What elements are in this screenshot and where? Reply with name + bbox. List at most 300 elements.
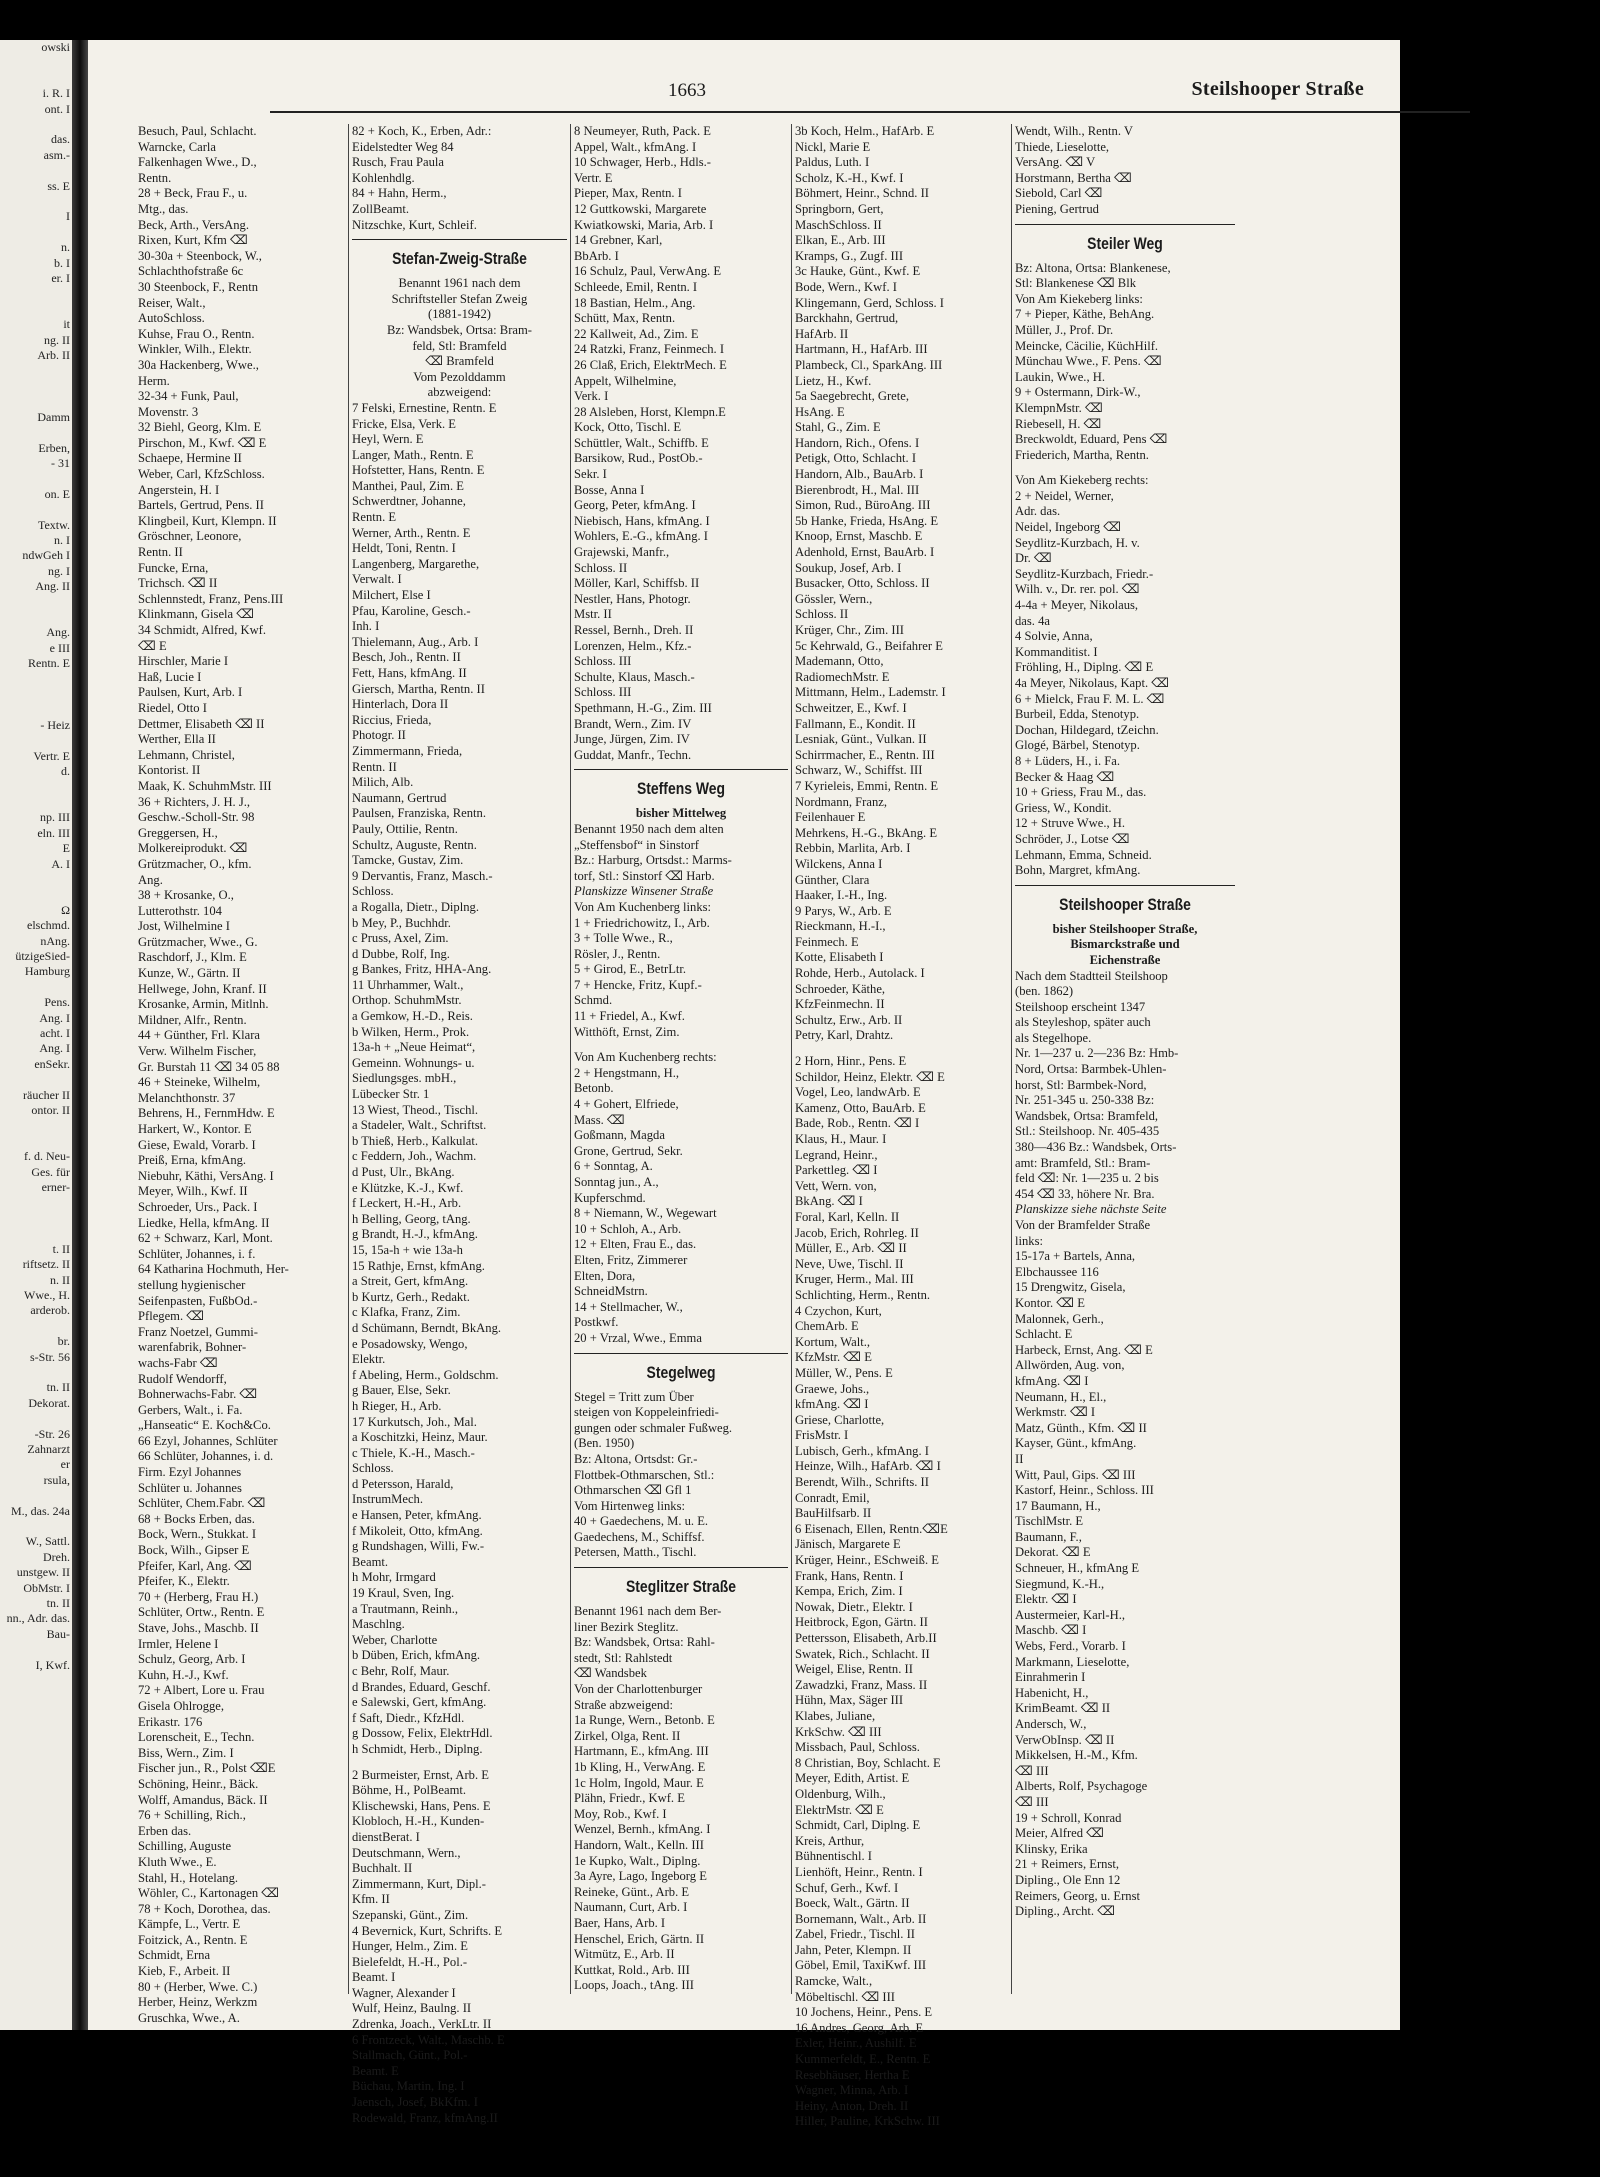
- directory-entry: Gerbers, Walt., i. Fa.: [138, 1402, 243, 1417]
- directory-entry: InstrumMech.: [352, 1492, 423, 1507]
- directory-entry: 36 + Richters, J. H. J.,: [138, 794, 251, 809]
- fragment-line: [0, 733, 80, 748]
- directory-entry: Beck, Arth., VersAng.: [138, 217, 249, 232]
- directory-entry: BkAng. ⌫ I: [795, 1194, 863, 1209]
- directory-entry: stedt, Stl: Rahlstedt: [574, 1650, 673, 1665]
- directory-entry: 19 + Schroll, Konrad: [1015, 1810, 1122, 1825]
- directory-entry: Hunger, Helm., Zim. E: [352, 1939, 468, 1954]
- directory-entry: Nord, Ortsa: Barmbek-Uhlen-: [1015, 1062, 1167, 1077]
- directory-entry: Giersch, Martha, Rentn. II: [352, 681, 485, 696]
- fragment-line: [0, 364, 80, 379]
- directory-entry: Henschel, Erich, Gärtn. II: [574, 1931, 705, 1946]
- directory-entry: 4 Bevernick, Kurt, Schrifts. E: [352, 1923, 503, 1938]
- directory-entry: 66 Schlüter, Johannes, i. d.: [138, 1449, 274, 1464]
- directory-entry: Büchau, Martin, Ing. I: [352, 2079, 465, 2094]
- directory-entry: BbArb. I: [574, 248, 619, 263]
- directory-entry: Jänisch, Margarete E: [795, 1537, 901, 1552]
- directory-entry: BauHilfsarb. II: [795, 1506, 872, 1521]
- directory-entry: Brandt, Wern., Zim. IV: [574, 716, 692, 731]
- directory-entry: Hühn, Max, Säger III: [795, 1693, 904, 1708]
- directory-entry: Neidel, Ingeborg ⌫: [1015, 520, 1122, 535]
- directory-entry: Vom Hirtenweg links:: [574, 1498, 686, 1513]
- directory-entry: Heitbrock, Egon, Gärtn. II: [795, 1615, 928, 1630]
- directory-entry: ⌫ Wandsbek: [574, 1666, 647, 1681]
- fragment-line: Zahnarzt: [27, 1441, 70, 1456]
- directory-entry: Conradt, Emil,: [795, 1490, 870, 1505]
- directory-entry: Möbeltischl. ⌫ III: [795, 1989, 895, 2004]
- directory-entry: Schroeder, Käthe,: [795, 981, 886, 996]
- fragment-line: räucher II: [23, 1087, 70, 1102]
- directory-entry: Hellwege, John, Kranf. II: [138, 981, 267, 996]
- directory-entry: b Wilken, Herm., Prok.: [352, 1024, 470, 1039]
- fragment-line: i. R. I: [42, 86, 70, 101]
- directory-entry: Meincke, Cäcilie, KüchHilf.: [1015, 338, 1159, 353]
- directory-entry: Schulz, Georg, Arb. I: [138, 1652, 246, 1667]
- directory-entry: Seydlitz-Kurzbach, Friedr.-: [1015, 566, 1154, 581]
- directory-entry: 15 Rathje, Ernst, kfmAng.: [352, 1258, 485, 1273]
- fragment-line: er: [60, 1457, 70, 1472]
- directory-entry: Allwörden, Aug. von,: [1015, 1358, 1125, 1373]
- directory-entry: Winkler, Wilh., Elektr.: [138, 342, 252, 357]
- fragment-line: unstgew. II: [16, 1565, 70, 1580]
- fragment-line: nAng.: [40, 933, 70, 948]
- fragment-line: ndwGeh I: [22, 548, 70, 563]
- directory-entry: Ressel, Bernh., Dreh. II: [574, 623, 694, 637]
- column-1: [138, 124, 346, 2025]
- directory-entry: Petry, Karl, Drahtz.: [795, 1028, 894, 1043]
- directory-entry: 84 + Hahn, Herm.,: [352, 186, 447, 201]
- directory-entry: Betonb.: [574, 1081, 614, 1096]
- directory-entry: ⌫ III: [1015, 1794, 1049, 1809]
- page-number: 1663: [668, 80, 706, 101]
- directory-entry: Rixen, Kurt, Kfm ⌫: [138, 233, 248, 248]
- directory-entry: a Koschitzki, Heinz, Maur.: [352, 1430, 488, 1445]
- directory-entry: Jacob, Erich, Rohrleg. II: [795, 1225, 919, 1240]
- directory-entry: Flottbek-Othmarschen, Stl.:: [574, 1467, 715, 1482]
- directory-entry: Weber, Charlotte: [352, 1632, 438, 1647]
- directory-entry: Heldt, Toni, Rentn. I: [352, 541, 456, 556]
- directory-entry: Von Am Kiekeberg links:: [1015, 291, 1143, 306]
- directory-entry: Guddat, Manfr., Techn.: [574, 747, 692, 762]
- directory-entry: Lehmann, Emma, Schneid.: [1015, 847, 1152, 862]
- directory-entry: c Behr, Rolf, Maur.: [352, 1664, 450, 1678]
- directory-entry: Böhmert, Heinr., Schnd. II: [795, 186, 929, 201]
- directory-entry: Deutschmann, Wern.,: [352, 1845, 461, 1860]
- directory-entry: Schleede, Emil, Rentn. I: [574, 279, 698, 294]
- directory-entry: ⌫ III: [1015, 1763, 1049, 1778]
- directory-entry: Neve, Uwe, Tischl. II: [795, 1256, 904, 1271]
- directory-entry: Reiser, Walt.,: [138, 295, 206, 310]
- directory-entry: 8 Neumeyer, Ruth, Pack. E: [574, 124, 711, 138]
- fragment-line: [0, 872, 80, 887]
- directory-entry: MaschSchloss. II: [795, 217, 882, 232]
- fragment-line: [0, 225, 80, 240]
- directory-entry: Dr. ⌫: [1015, 551, 1052, 566]
- fragment-line: [0, 394, 80, 409]
- directory-entry: 34 Schmidt, Alfred, Kwf.: [138, 623, 267, 637]
- directory-entry: Kontor. ⌫ E: [1015, 1295, 1085, 1310]
- fragment-line: I: [66, 209, 70, 224]
- directory-entry: 16 Andres, Georg, Arb. E: [795, 2020, 924, 2035]
- directory-entry: Fischer jun., R., Polst ⌫E: [138, 1761, 276, 1776]
- fragment-line: tn. II: [46, 1596, 70, 1611]
- section-rule: [1015, 885, 1235, 886]
- directory-entry: KlempnMstr. ⌫: [1015, 400, 1103, 415]
- fragment-line: [0, 887, 80, 902]
- directory-entry: Griess, W., Kondit.: [1015, 800, 1112, 815]
- directory-entry: Wendt, Wilh., Rentn. V: [1015, 124, 1133, 138]
- directory-entry: Stahl, H., Hotelang.: [138, 1870, 239, 1885]
- directory-entry: KfzMstr. ⌫ E: [795, 1350, 872, 1365]
- directory-entry: 6 Eisenach, Ellen, Rentn.⌫E: [795, 1521, 948, 1536]
- directory-entry: Schmd.: [574, 993, 613, 1008]
- street-heading: Steiler Weg: [1087, 233, 1163, 253]
- directory-entry: Kummerfeldt, E., Rentn. E: [795, 2052, 931, 2067]
- directory-entry: Klabes, Juliane,: [795, 1708, 876, 1723]
- street-heading: Stefan-Zweig-Straße: [392, 249, 527, 269]
- directory-entry: Foitzick, A., Rentn. E: [138, 1932, 248, 1947]
- directory-entry: Klobloch, H.-H., Kunden-: [352, 1814, 485, 1829]
- directory-entry: Schuf, Gerh., Kwf. I: [795, 1880, 899, 1895]
- directory-entry: 1 + Friedrichowitz, I., Arb.: [574, 915, 710, 930]
- fragment-line: [0, 55, 80, 70]
- directory-entry: Stallmach, Günt., Pol.-: [352, 2048, 468, 2063]
- directory-entry: Reimers, Georg, u. Ernst: [1015, 1888, 1140, 1903]
- directory-entry: Niebuhr, Käthi, VersAng. I: [138, 1168, 274, 1183]
- section-rule: [1015, 224, 1235, 225]
- directory-entry: Stahl, G., Zim. E: [795, 420, 881, 435]
- directory-entry: 4a Meyer, Nikolaus, Kapt. ⌫: [1015, 676, 1170, 690]
- directory-entry: Göbel, Emil, TaxiKwf. III: [795, 1958, 927, 1973]
- directory-entry: HsAng. E: [795, 404, 845, 419]
- directory-entry: Hiller, Pauline, KrkSchw. III: [795, 2114, 940, 2129]
- directory-entry: SchneidMstrn.: [574, 1284, 648, 1299]
- directory-entry: 1c Holm, Ingold, Maur. E: [574, 1775, 704, 1790]
- directory-entry: Klingemann, Gerd, Schloss. I: [795, 295, 945, 310]
- directory-entry: Wagner, Alexander I: [352, 1985, 456, 2000]
- directory-entry: 40 + Gaedechens, M. u. E.: [574, 1514, 709, 1529]
- directory-entry: Bz: Altona, Ortsdst: Gr.-: [574, 1451, 698, 1466]
- fragment-line: -Str. 26: [34, 1426, 70, 1441]
- directory-entry: 64 Katharina Hochmuth, Her-: [138, 1262, 289, 1277]
- fragment-line: [0, 71, 80, 86]
- directory-entry: 21 + Reimers, Ernst,: [1015, 1857, 1119, 1872]
- directory-entry: Liedke, Hella, kfmAng. II: [138, 1215, 270, 1230]
- directory-entry: Pirschon, M., Kwf. ⌫ E: [138, 435, 267, 450]
- directory-entry: KrimBeamt. ⌫ II: [1015, 1701, 1111, 1716]
- directory-entry: Nordmann, Franz,: [795, 794, 887, 809]
- directory-entry: Reineke, Günt., Arb. E: [574, 1884, 690, 1899]
- directory-entry: ZollBeamt.: [352, 201, 410, 216]
- directory-entry: 68 + Bocks Erben, das.: [138, 1511, 255, 1526]
- directory-entry: Paldus, Luth. I: [795, 155, 870, 170]
- directory-entry: Kuttkat, Rold., Arb. III: [574, 1962, 690, 1977]
- directory-entry: Böhme, H., PolBeamt.: [352, 1783, 467, 1798]
- fragment-line: [0, 672, 80, 687]
- directory-entry: Möller, Karl, Schiffsb. II: [574, 576, 700, 591]
- fragment-line: M., das. 24a: [11, 1503, 70, 1518]
- directory-entry: Schultz, Auguste, Rentn.: [352, 837, 477, 852]
- directory-entry: 44 + Günther, Frl. Klara: [138, 1028, 261, 1043]
- fragment-line: [0, 595, 80, 610]
- directory-entry: Benannt 1961 nach dem: [398, 276, 521, 291]
- directory-entry: Othmarschen ⌫ Gfl 1: [574, 1483, 692, 1498]
- directory-entry: 12 Guttkowski, Margarete: [574, 201, 707, 216]
- directory-entry: Wilh. v., Dr. rer. pol. ⌫: [1015, 582, 1140, 597]
- directory-entry: Kieb, F., Arbeit. II: [138, 1964, 231, 1979]
- directory-entry: Meyer, Wilh., Kwf. II: [138, 1184, 248, 1199]
- directory-entry: Schlüter u. Johannes: [138, 1480, 242, 1495]
- directory-entry: Simon, Rud., BüroAng. III: [795, 498, 931, 513]
- directory-entry: Kayser, Günt., kfmAng.: [1015, 1436, 1137, 1451]
- directory-entry: Witmütz, E., Arb. II: [574, 1947, 675, 1962]
- directory-entry: 9 + Ostermann, Dirk-W.,: [1015, 385, 1141, 400]
- directory-entry: bisher Steilshooper Straße,: [1052, 921, 1198, 936]
- directory-entry: Raschdorf, J., Klm. E: [138, 950, 247, 965]
- directory-entry: Hinterlach, Dora II: [352, 697, 449, 712]
- directory-entry: Lorenzen, Helm., Kfz.-: [574, 638, 692, 653]
- column-2: [352, 124, 567, 2125]
- directory-entry: Petersen, Matth., Tischl.: [574, 1545, 697, 1560]
- column-divider: [791, 124, 792, 1994]
- directory-entry: Pfeifer, K., Elektr.: [138, 1574, 230, 1589]
- directory-entry: f Mikoleit, Otto, kfmAng.: [352, 1523, 483, 1538]
- directory-entry: Thiede, Lieselotte,: [1015, 139, 1110, 154]
- directory-entry: Becker & Haag ⌫: [1015, 769, 1115, 784]
- fragment-line: [0, 610, 80, 625]
- section-rule: [352, 239, 567, 240]
- directory-entry: Matz, Günth., Kfm. ⌫ II: [1015, 1420, 1147, 1435]
- directory-entry: f Abeling, Herm., Goldschm.: [352, 1367, 499, 1382]
- section-rule: [574, 769, 788, 770]
- directory-entry: Dipling., Ole Enn 12: [1015, 1872, 1121, 1887]
- fragment-line: br.: [57, 1334, 70, 1349]
- fragment-line: arderob.: [30, 1303, 70, 1318]
- fragment-line: Textw.: [37, 517, 70, 532]
- directory-entry: Siedlungsges. mbH.,: [352, 1071, 457, 1086]
- fragment-line: acht. I: [40, 1026, 70, 1040]
- directory-entry: Besuch, Paul, Schlacht.: [138, 124, 257, 138]
- directory-entry: Bock, Wilh., Gipser E: [138, 1543, 250, 1558]
- directory-entry: Webs, Ferd., Vorarb. I: [1015, 1639, 1126, 1654]
- directory-entry: b Düben, Erich, kfmAng.: [352, 1648, 481, 1663]
- fragment-line: [0, 1642, 80, 1657]
- directory-entry: Planskizze siehe nächste Seite: [1015, 1202, 1167, 1217]
- directory-entry: 72 + Albert, Lore u. Frau: [138, 1683, 265, 1698]
- directory-entry: 10 + Griess, Frau M., das.: [1015, 785, 1147, 800]
- directory-entry: a Streit, Gert, kfmAng.: [352, 1274, 469, 1289]
- directory-entry: g Rundshagen, Willi, Fw.-: [352, 1539, 485, 1554]
- fragment-line: ontor. II: [31, 1103, 70, 1118]
- directory-entry: Habenicht, H.,: [1015, 1685, 1089, 1700]
- column-divider: [570, 124, 571, 1994]
- directory-entry: Nach dem Stadtteil Steilshoop: [1015, 968, 1168, 983]
- directory-entry: Beamt. I: [352, 1970, 396, 1985]
- directory-entry: Schmidt, Carl, Diplng. E: [795, 1818, 921, 1833]
- directory-entry: h Rieger, H., Arb.: [352, 1398, 442, 1413]
- directory-entry: Bielefeldt, H.-H., Pol.-: [352, 1954, 468, 1969]
- fragment-line: Ω: [61, 902, 70, 917]
- directory-entry: kfmAng. ⌫ I: [1015, 1373, 1089, 1388]
- directory-entry: Feinmech. E: [795, 934, 859, 949]
- directory-entry: 13a-h + „Neue Heimat“,: [352, 1040, 476, 1055]
- directory-entry: Stl: Blankenese ⌫ Blk: [1015, 276, 1136, 291]
- directory-entry: Rebbin, Marlita, Arb. I: [795, 841, 911, 856]
- fragment-line: Damm: [37, 409, 70, 424]
- directory-entry: Handorn, Walt., Kelln. III: [574, 1837, 704, 1852]
- directory-entry: Schaepe, Hermine II: [138, 451, 242, 466]
- fragment-line: Dreh.: [43, 1549, 70, 1564]
- directory-entry: c Pruss, Axel, Zim.: [352, 931, 449, 946]
- directory-entry: Spethmann, H.-G., Zim. III: [574, 700, 712, 715]
- directory-entry: 15 Drengwitz, Gisela,: [1015, 1280, 1126, 1295]
- directory-entry: Weigel, Elise, Rentn. II: [795, 1662, 913, 1677]
- directory-entry: Lutterothstr. 104: [138, 903, 222, 918]
- directory-entry: Klingbeil, Kurt, Klempn. II: [138, 513, 277, 528]
- street-heading: Steglitzer Straße: [625, 1577, 737, 1597]
- directory-entry: Wolff, Amandus, Bäck. II: [138, 1792, 268, 1807]
- directory-entry: Boeck, Walt., Gärtn. II: [795, 1896, 910, 1911]
- directory-entry: Fallmann, E., Kondit. II: [795, 716, 916, 731]
- directory-entry: Riccius, Frieda,: [352, 712, 432, 727]
- directory-entry: Nickl, Marie E: [795, 139, 871, 154]
- directory-entry: Schilling, Auguste: [138, 1839, 232, 1854]
- directory-entry: Markmann, Lieselotte,: [1015, 1654, 1130, 1669]
- directory-entry: Siegmund, K.-H.,: [1015, 1576, 1105, 1591]
- directory-entry: Breckwoldt, Eduard, Pens ⌫: [1015, 432, 1168, 447]
- directory-entry: 7 + Pieper, Käthe, BehAng.: [1015, 307, 1155, 322]
- fragment-line: Rentn. E: [28, 656, 70, 671]
- directory-entry: Photogr. II: [352, 728, 406, 743]
- directory-entry: Appel, Walt., kfmAng. I: [574, 139, 697, 154]
- directory-entry: Ang.: [138, 872, 163, 887]
- directory-entry: Witthöft, Ernst, Zim.: [574, 1024, 680, 1039]
- directory-entry: Legrand, Heinr.,: [795, 1147, 878, 1162]
- directory-entry: Schroeder, Urs., Pack. I: [138, 1199, 258, 1214]
- directory-entry: Paulsen, Kurt, Arb. I: [138, 685, 243, 700]
- directory-entry: Nitzschke, Kurt, Schleif.: [352, 217, 477, 232]
- directory-entry: Hirschler, Marie I: [138, 654, 229, 669]
- directory-entry: Bühnentischl. I: [795, 1849, 872, 1864]
- fragment-line: [0, 1195, 80, 1210]
- directory-entry: 6 + Mielck, Frau F. M. L. ⌫: [1015, 691, 1165, 706]
- directory-entry: Von Am Kuchenberg links:: [574, 899, 712, 914]
- directory-entry: Verk. I: [574, 389, 609, 404]
- directory-entry: Lorenscheit, E., Techn.: [138, 1730, 255, 1745]
- directory-entry: Mehrkens, H.-G., BkAng. E: [795, 825, 938, 840]
- directory-entry: AutoSchloss.: [138, 311, 205, 326]
- directory-entry: Szepanski, Günt., Zim.: [352, 1907, 469, 1922]
- fragment-line: W., Sattl.: [25, 1534, 70, 1549]
- directory-entry: Wandsbek, Ortsa: Bramfeld,: [1015, 1108, 1159, 1123]
- directory-entry: Bohn, Margret, kfmAng.: [1015, 863, 1141, 878]
- fragment-line: Dekorat.: [28, 1395, 70, 1410]
- directory-entry: Vogel, Leo, landwArb. E: [795, 1085, 921, 1100]
- directory-entry: e Posadowsky, Wengo,: [352, 1336, 468, 1351]
- directory-entry: liner Bezirk Steglitz.: [574, 1619, 679, 1634]
- directory-entry: Kommanditist. I: [1015, 644, 1098, 659]
- directory-entry: Gössler, Wern.,: [795, 591, 873, 606]
- column-4: [795, 124, 1008, 2129]
- fragment-line: ng. I: [48, 563, 70, 578]
- directory-entry: Inh. I: [352, 619, 380, 634]
- directory-entry: Busacker, Otto, Schloss. II: [795, 576, 930, 591]
- directory-entry: Maschlng.: [352, 1617, 405, 1632]
- directory-entry: Falkenhagen Wwe., D.,: [138, 155, 257, 170]
- directory-entry: 13 Wiest, Theod., Tischl.: [352, 1102, 479, 1117]
- directory-entry: Vom Pezolddamm: [413, 369, 506, 384]
- directory-entry: Thielemann, Aug., Arb. I: [352, 634, 479, 649]
- directory-entry: FrisMstr. I: [795, 1428, 849, 1443]
- fragment-line: eln. III: [37, 825, 70, 840]
- fragment-line: t. II: [52, 1241, 70, 1256]
- directory-entry: 1b Kling, H., VerwAng. E: [574, 1760, 706, 1774]
- directory-entry: Firm. Ezyl Johannes: [138, 1465, 242, 1480]
- directory-entry: Andersch, W.,: [1015, 1717, 1087, 1731]
- directory-entry: Mittmann, Helm., Lademstr. I: [795, 685, 946, 700]
- directory-entry: Kortum, Walt.,: [795, 1334, 871, 1349]
- directory-entry: Klinsky, Erika: [1015, 1841, 1088, 1856]
- fragment-line: Hamburg: [24, 964, 70, 979]
- fragment-line: np. III: [40, 810, 70, 825]
- directory-entry: Plambeck, Cl., SparkAng. III: [795, 357, 943, 372]
- directory-entry: 3b Koch, Helm., HafArb. E: [795, 124, 935, 138]
- directory-entry: Kramps, G., Zugf. III: [795, 248, 904, 263]
- directory-entry: Schriftsteller Stefan Zweig: [391, 291, 528, 306]
- directory-entry: Klinkmann, Gisela ⌫: [138, 607, 255, 622]
- directory-entry: Kamenz, Otto, BauArb. E: [795, 1100, 926, 1115]
- street-subheading: bisher Mittelweg: [635, 806, 727, 821]
- directory-entry: Burbeil, Edda, Stenotyp.: [1015, 707, 1140, 722]
- directory-entry: Werner, Arth., Rentn. E: [352, 525, 471, 540]
- directory-entry: Wöhler, C., Kartonagen ⌫: [138, 1886, 280, 1901]
- fragment-line: [0, 163, 80, 178]
- directory-entry: Schlüter, Chem.Fabr. ⌫: [138, 1496, 266, 1511]
- directory-entry: (1881-1942): [428, 307, 491, 322]
- directory-entry: Verwalt. I: [352, 572, 402, 587]
- directory-entry: Bornemann, Walt., Arb. II: [795, 1911, 927, 1926]
- directory-entry: Kfm. II: [352, 1892, 390, 1907]
- directory-entry: Gemeinn. Wohnungs- u.: [352, 1055, 475, 1070]
- running-head: Steilshooper Straße: [1191, 78, 1364, 100]
- directory-entry: Krüger, Heinr., ESchweiß. E: [795, 1553, 939, 1568]
- directory-entry: Tamcke, Gustav, Zim.: [352, 853, 464, 868]
- column-5: [1015, 124, 1235, 1994]
- directory-entry: 2 Horn, Hinr., Pens. E: [795, 1054, 907, 1069]
- directory-entry: Sekr. I: [574, 467, 607, 482]
- directory-entry: 12 + Elten, Frau E., das.: [574, 1237, 697, 1252]
- fragment-line: [0, 194, 80, 209]
- directory-entry: Meier, Alfred ⌫: [1015, 1826, 1104, 1841]
- directory-entry: Horstmann, Bertha ⌫: [1015, 170, 1132, 185]
- fragment-line: rsula,: [43, 1472, 70, 1487]
- fragment-line: Bau-: [46, 1626, 70, 1641]
- directory-entry: Straße abzweigend:: [574, 1697, 673, 1712]
- directory-entry: Bode, Wern., Kwf. I: [795, 279, 897, 294]
- fragment-line: s-Str. 56: [29, 1349, 70, 1364]
- directory-entry: Heinze, Wilh., HafArb. ⌫ I: [795, 1459, 941, 1474]
- fragment-line: E: [62, 841, 70, 856]
- directory-entry: 16 Schulz, Paul, VerwAng. E: [574, 264, 722, 279]
- directory-entry: Stl.: Steilshoop. Nr. 405-435: [1015, 1124, 1160, 1139]
- directory-entry: Pettersson, Elisabeth, Arb.II: [795, 1631, 937, 1645]
- directory-entry: 4-4a + Meyer, Nikolaus,: [1015, 598, 1139, 613]
- directory-entry: Malonnek, Gerh.,: [1015, 1311, 1104, 1326]
- directory-entry: a Rogalla, Dietr., Diplng.: [352, 899, 479, 914]
- fragment-line: Arb. II: [37, 348, 70, 363]
- column-divider: [348, 124, 349, 1994]
- directory-entry: Griese, Charlotte,: [795, 1412, 885, 1427]
